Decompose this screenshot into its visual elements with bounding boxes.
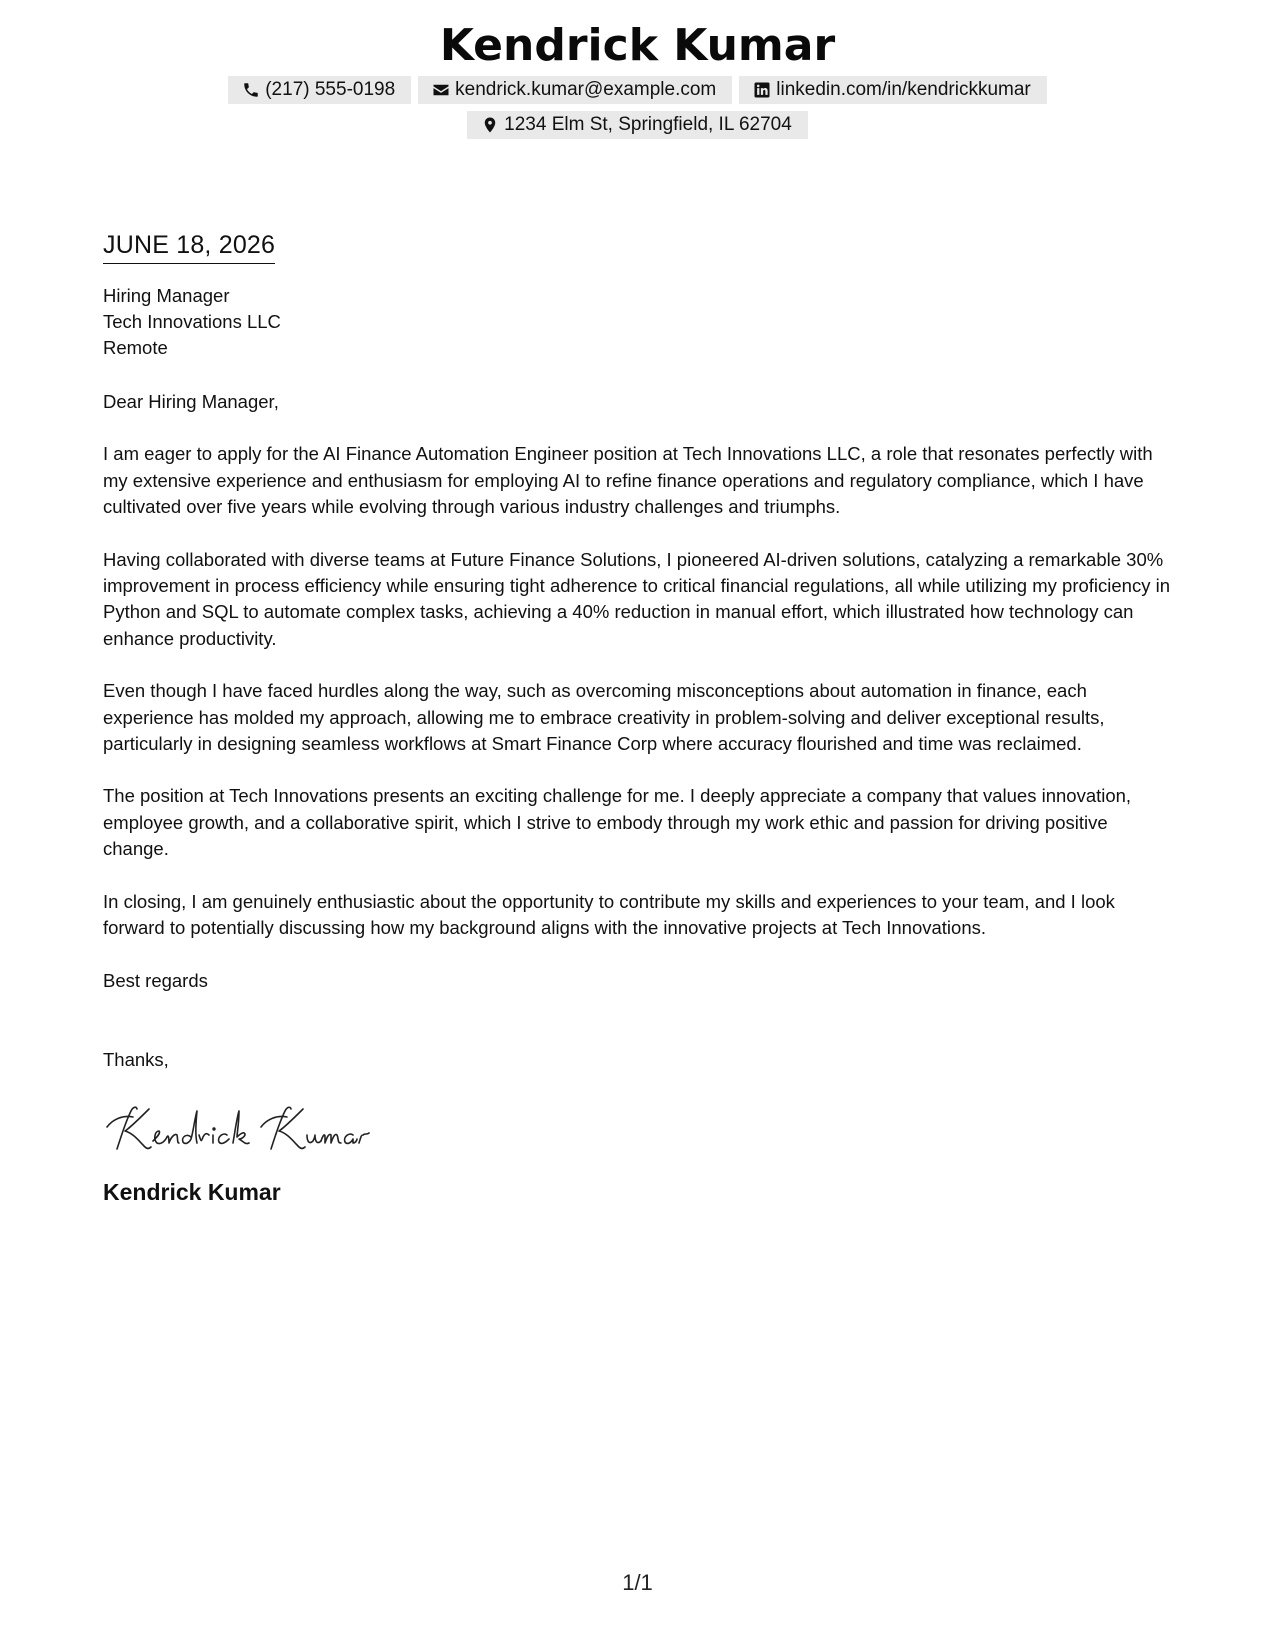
phone-chip [228, 76, 411, 104]
paragraph-1: I am eager to apply for the AI Finance Automation Engineer position at Tech Innovations LLC, a role that resonates perfectly with my extensive experience and enthusiasm for employing AI to refine finance operations and regulatory compliance, which I have cultivated over five years while evolving through various industry challenges and triumphs. [103, 443, 1153, 518]
applicant-name: Kendrick Kumar [439, 20, 836, 71]
email-chip [418, 76, 732, 104]
email-text: kendrick.kumar@example.com [455, 79, 717, 100]
recipient-block [103, 283, 1178, 361]
linkedin-chip [739, 76, 1047, 104]
address-chip [467, 111, 808, 139]
salutation: Dear Hiring Manager, [103, 391, 279, 412]
letter-date: JUNE 18, 2026 [103, 228, 275, 264]
recipient-company: Tech Innovations LLC [103, 311, 281, 332]
envelope-icon [432, 81, 450, 99]
page-number: 1/1 [622, 1570, 653, 1595]
handwritten-signature [103, 1097, 373, 1157]
contact-row-secondary [0, 111, 1275, 139]
signature-image [103, 1097, 1178, 1157]
letter-header [0, 18, 1275, 139]
paragraph-2: Having collaborated with diverse teams at Future Finance Solutions, I pioneered AI-driven solutions, catalyzing a remarkable 30% improvement in process efficiency while ensuring tight adherence to critical financial regulations, all while utilizing my proficiency in Python and SQL to automate complex tasks, achieving a 40% reduction in manual effort, which illustrated how technology can enhance productivity. [103, 548, 1171, 649]
thanks: Thanks, [103, 1048, 169, 1070]
recipient-title: Hiring Manager [103, 285, 230, 306]
address-text: 1234 Elm St, Springfield, IL 62704 [504, 114, 792, 135]
closing: Best regards [103, 969, 208, 991]
letter-body [103, 228, 1178, 1207]
phone-icon [242, 81, 260, 99]
linkedin-text: linkedin.com/in/kendrickkumar [776, 79, 1031, 100]
paragraph-5: In closing, I am genuinely enthusiastic about the opportunity to contribute my skills and experiences to your team, and I look forward to potentially discussing how my background aligns with the innovative projects at Tech Innovations. [103, 890, 1115, 939]
phone-text: (217) 555-0198 [265, 79, 396, 100]
recipient-location: Remote [103, 337, 168, 358]
contact-row-primary [0, 76, 1275, 104]
paragraph-4: The position at Tech Innovations presents an exciting challenge for me. I deeply appreciate a company that values innovation, employee growth, and a collaborative spirit, which I strive to embody through my work ethic and passion for driving positive change. [103, 785, 1132, 860]
paragraph-3: Even though I have faced hurdles along the way, such as overcoming misconceptions about automation in finance, each experience has molded my approach, allowing me to embrace creativity in problem-solving and deliver exceptional results, particularly in designing seamless workflows at Smart Finance Corp where accuracy flourished and time was reclaimed. [103, 680, 1105, 755]
map-pin-icon [481, 116, 499, 134]
linkedin-icon [753, 81, 771, 99]
signed-name: Kendrick Kumar [103, 1179, 281, 1206]
